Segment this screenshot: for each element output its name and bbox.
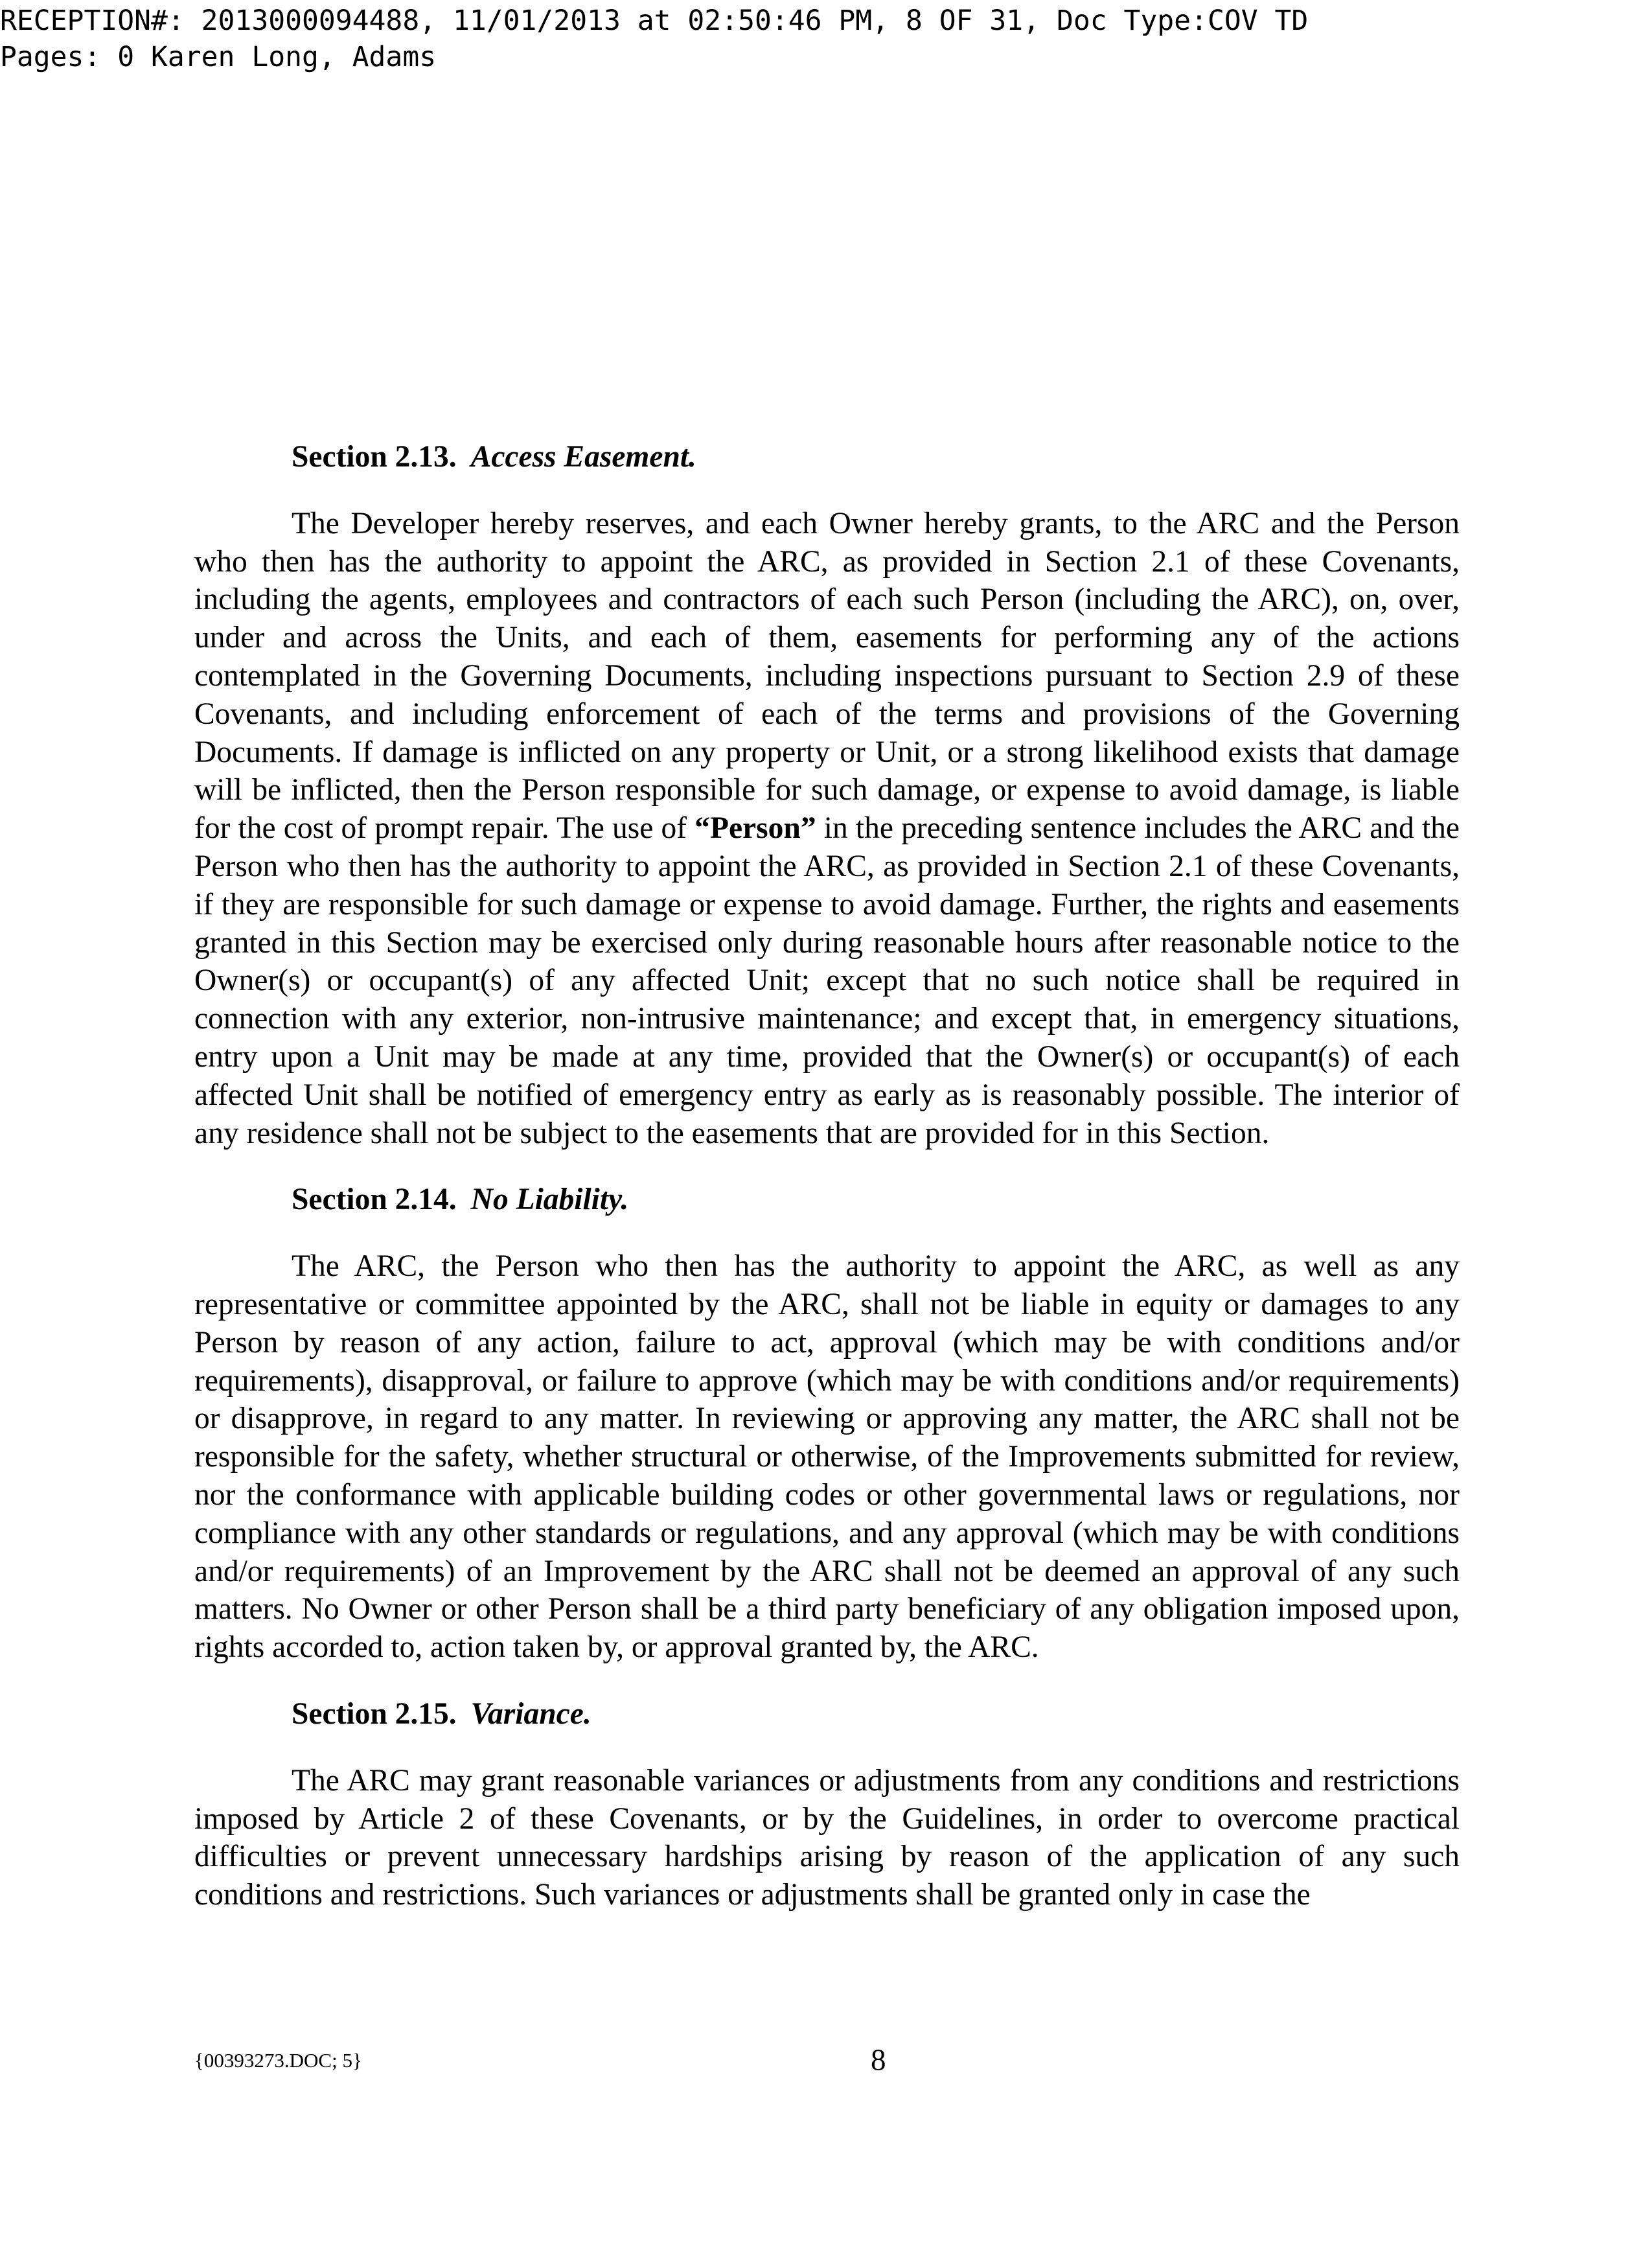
section-title: Variance. [470,1696,591,1731]
section-heading-2-15 [292,1695,1460,1733]
paragraph-text: The Developer hereby reserves, and each Owner hereby grants, to the ARC and the Person who then has the authority to appoint the ARC, as provided in Section 2.1 of these Covenants, including the agents, employees and contractors of each such Person (including the ARC), on, over, under and across the Units, and each of them, easements for performing any of the actions contemplated in the Governing Documents, including inspections pursuant to Section 2.9 of these Covenants, and including enforcement of each of the terms and provisions of the Governing Documents. If damage is inflicted on any property or Unit, or a strong likelihood exists that damage will be inflicted, then the Person responsible for such damage, or expense to avoid damage, is liable for the cost of prompt repair. The use of [194,506,1460,846]
page-number: 8 [871,2043,886,2077]
section-heading-2-14 [292,1181,1460,1219]
defined-term-person: “Person” [694,811,816,846]
document-reference: {00393273.DOC; 5} [194,2049,362,2072]
recording-stamp-line-1: RECEPTION#: 2013000094488, 11/01/2013 at 02:50:46 PM, 8 OF 31, Doc Type:COV TD [0,5,1309,37]
section-title: Access Easement. [470,440,696,474]
section-paragraph-2-14: The ARC, the Person who then has the authority to appoint the ARC, as well as any representative or committee appointed by the ARC, shall not be liable in equity or damages to any Person by reason of any action, failure to act, approval (which may be with conditions and/or requirements), disapproval, or failure to approve (which may be with conditions and/or requirements) or disapprove, in regard to any matter. In reviewing or approving any matter, the ARC shall not be responsible for the safety, whether structural or otherwise, of the Improvements submitted for review, nor the conformance with applicable building codes or other governmental laws or regulations, nor compliance with any other standards or regulations, and any approval (which may be with conditions and/or requirements) of an Improvement by the ARC shall not be deemed an approval of any such matters. No Owner or other Person shall be a third party beneficiary of any obligation imposed upon, rights accorded to, action taken by, or approval granted by, the ARC. [194,1249,1460,1665]
section-heading-2-13 [292,438,1460,476]
recording-stamp [0,3,1308,75]
section-number: Section 2.13. [292,440,457,474]
section-paragraph-2-13 [194,505,1460,1153]
recording-stamp-line-2: Pages: 0 Karen Long, Adams [0,41,437,73]
section-number: Section 2.15. [292,1696,457,1731]
document-body [194,438,1460,1943]
section-number: Section 2.14. [292,1183,457,1217]
section-title: No Liability. [470,1183,629,1217]
section-paragraph-2-15: The ARC may grant reasonable variances or adjustments from any conditions and restrictions imposed by Article 2 of these Covenants, or by the Guidelines, in order to overcome practical difficulties or prevent unnecessary hardships arising by reason of the application of any such conditions and restrictions. Such variances or adjustments shall be granted only in case the [194,1763,1460,1912]
paragraph-text: in the preceding sentence includes the ARC and the Person who then has the authority to appoint the ARC, as provided in Section 2.1 of these Covenants, if they are responsible for such damage or expense to avoid damage. Further, the rights and easements granted in this Section may be exercised only during reasonable hours after reasonable notice to the Owner(s) or occupant(s) of any affected Unit; except that no such notice shall be required in connection with any exterior, non-intrusive maintenance; and except that, in emergency situations, entry upon a Unit may be made at any time, provided that the Owner(s) or occupant(s) of each affected Unit shall be notified of emergency entry as early as is reasonably possible. The interior of any residence shall not be subject to the easements that are provided for in this Section. [194,811,1460,1150]
